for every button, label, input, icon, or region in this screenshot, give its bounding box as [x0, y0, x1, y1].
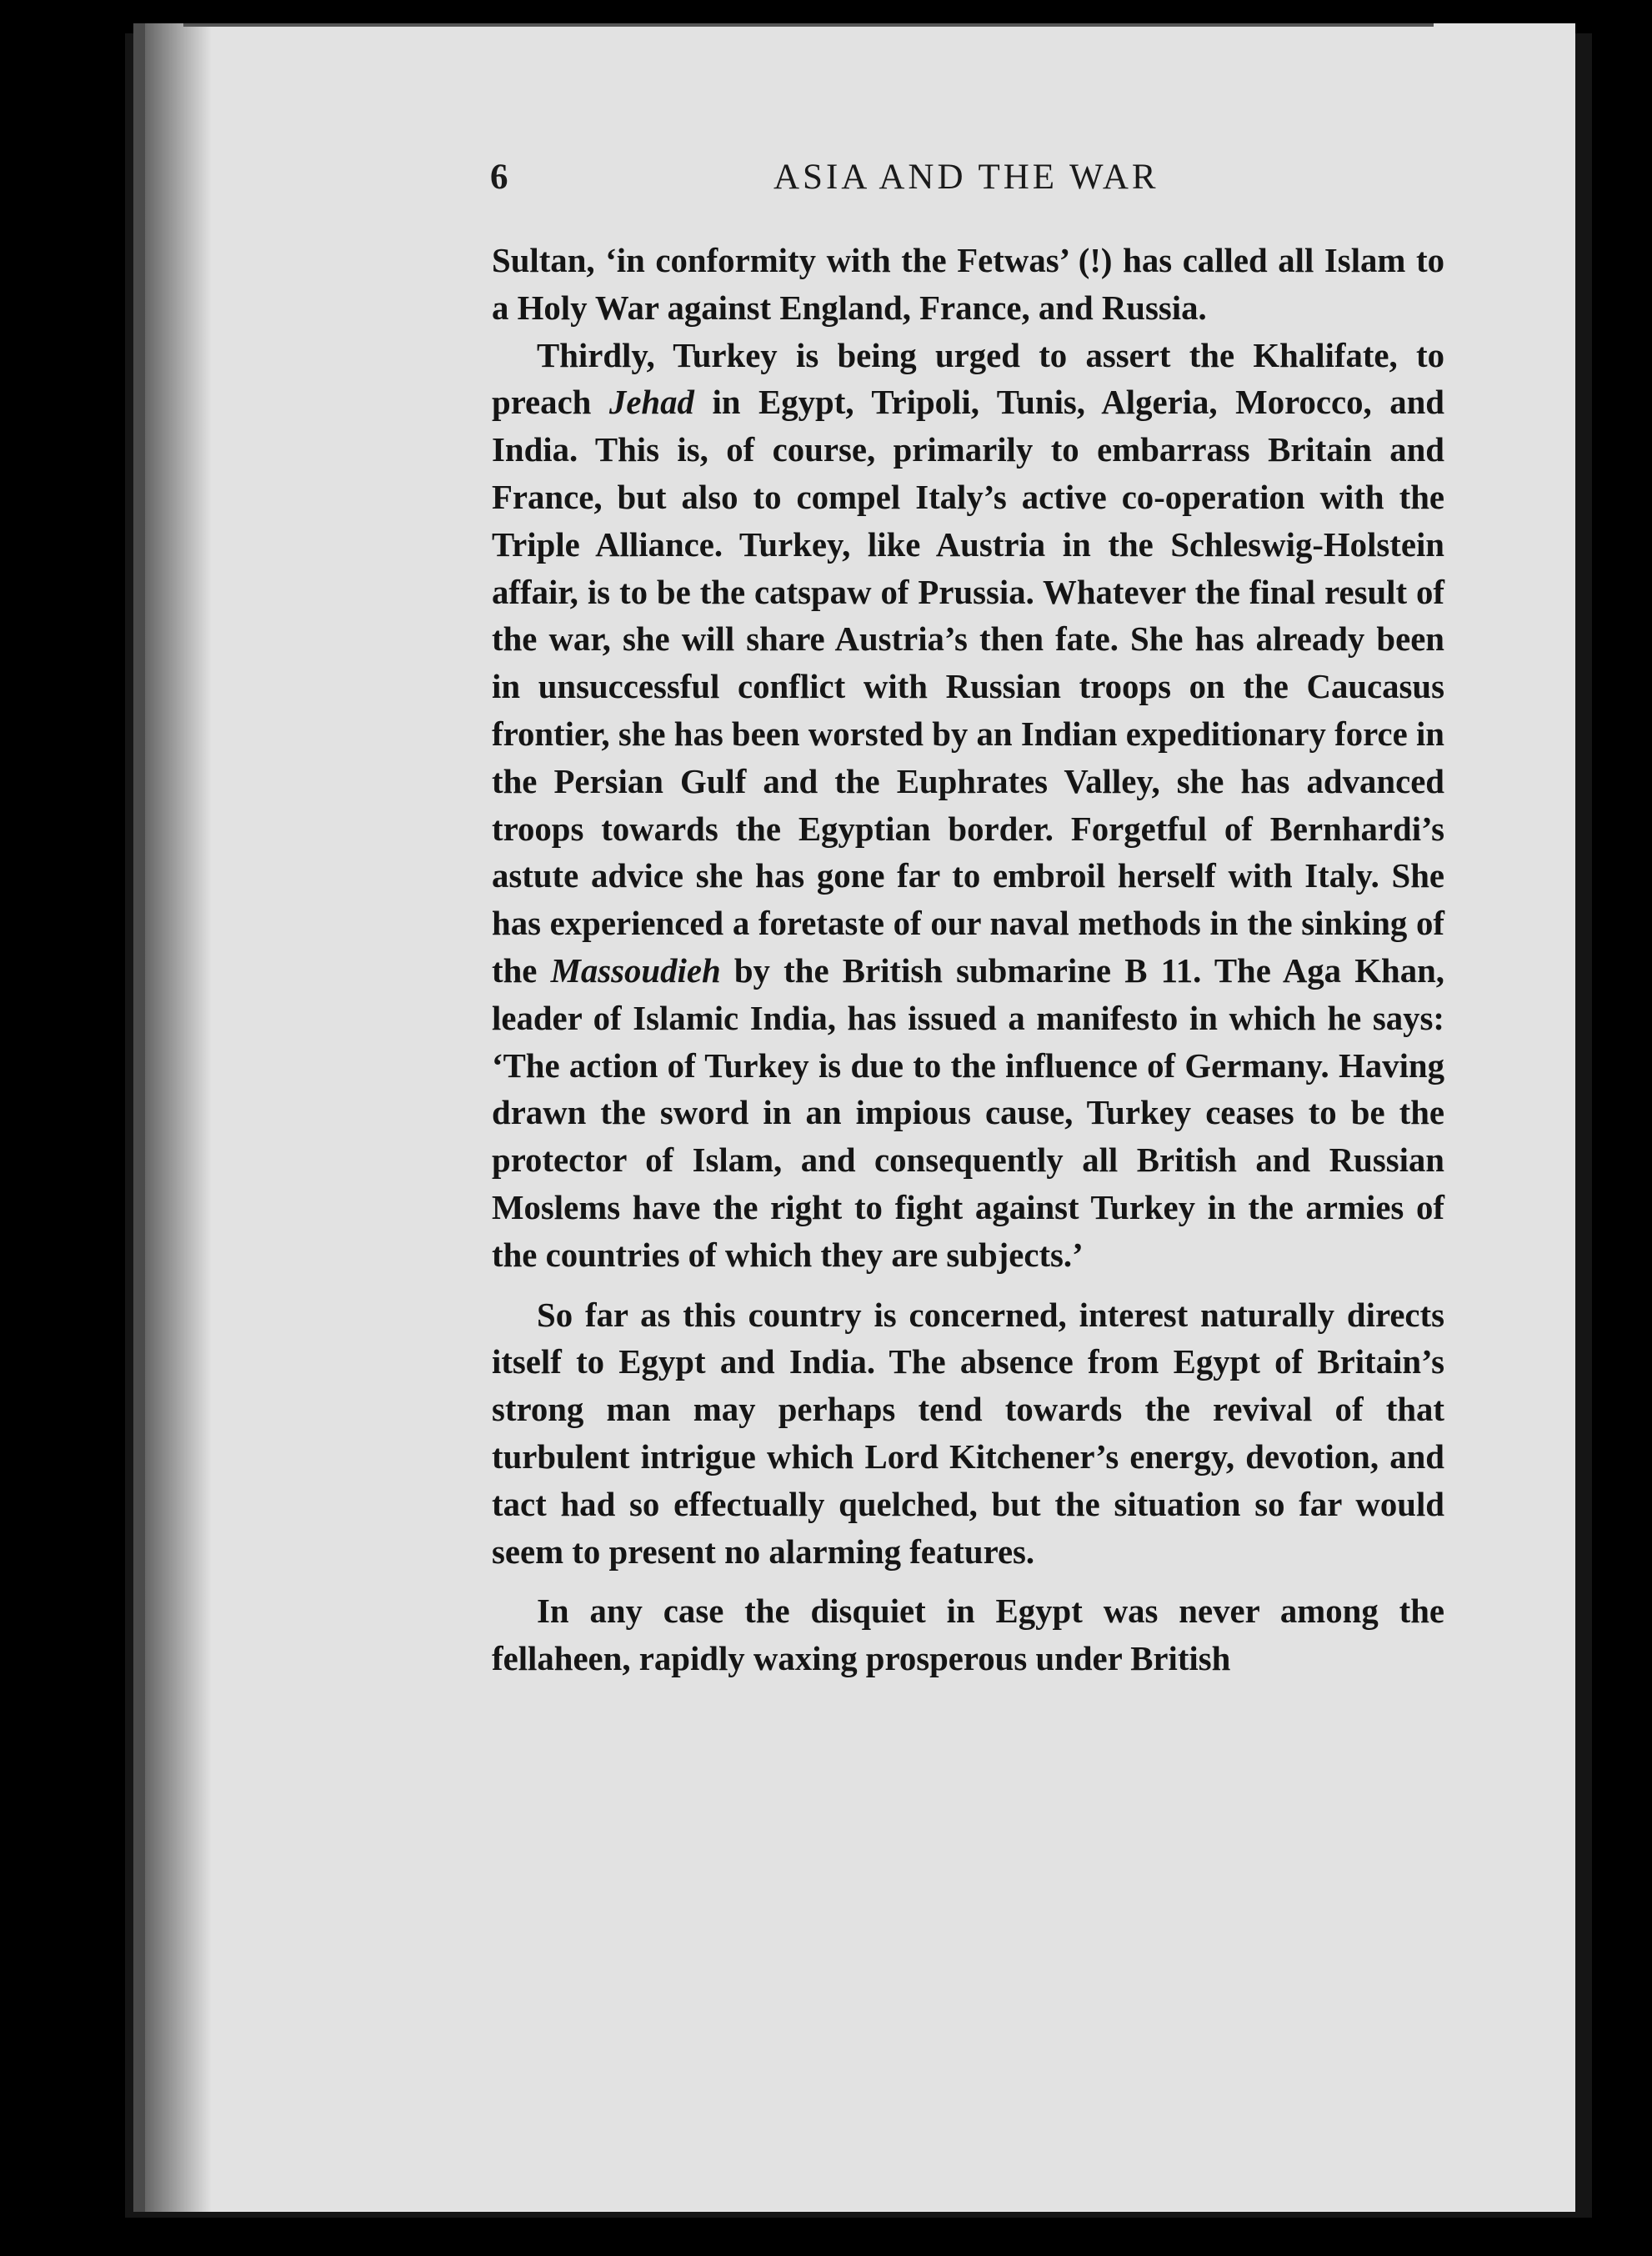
paragraph-continuation: Sultan, ‘in conformity with the Fetwas’ (!) has called all Islam to a Holy War against England, France, and Russia.	[492, 242, 1444, 327]
italic-term-jehad: Jehad	[608, 384, 694, 422]
paragraph-thirdly	[492, 333, 1444, 1280]
italic-ship-name: Massoudieh	[550, 951, 721, 990]
paragraph-spacer	[492, 1280, 1444, 1292]
paragraph-text: Thirdly, Turkey is being urged to assert the Khalifate, to preach	[492, 336, 1444, 422]
paragraph-spacer	[492, 1576, 1444, 1588]
paragraph-text: in Egypt, Tripoli, Tunis, Algeria, Morocco, and India. This is, of course, primarily to embarrass Britain and France, but also to compel Italy’s active co-operation with the Triple Alliance. Turkey, like Austria in the Schleswig-Holstein affair, is to be the catspaw of Prussia. Whatever the final result of the war, she will share Austria’s then fate. She has already been in unsuccessful conflict with Russian troops on the Caucasus frontier, she has been worsted by an Indian expeditionary force in the Persian Gulf and the Euphrates Valley, she has advanced troops towards the Egyptian border. Forgetful of Bernhardi’s astute advice she has gone far to embroil herself with Italy. She has experienced a foretaste of our naval methods in the sinking of the	[492, 384, 1445, 990]
page-top-edge	[183, 23, 1434, 27]
running-title: ASIA AND THE WAR	[773, 158, 1159, 197]
body-text	[492, 238, 1444, 1683]
page-number: 6	[490, 158, 508, 197]
running-head	[490, 157, 1467, 215]
paragraph-disquiet: In any case the disquiet in Egypt was never among the fellaheen, rapidly waxing prosperous under British	[492, 1592, 1444, 1678]
paragraph-text: by the British submarine B 11. The Aga Khan, leader of Islamic India, has issued a manifesto in which he says: ‘The action of Turkey is due to the influence of Germany. Having drawn the sword in an impious cause, Turkey ceases to be the protector of Islam, and consequently all British and Russian Moslems have the right to fight against Turkey in the armies of the countries of which they are subjects.’	[492, 951, 1444, 1274]
paragraph-egypt-india: So far as this country is concerned, interest naturally directs itself to Egypt and India. The absence from Egypt of Britain’s strong man may perhaps tend towards the revival of that turbulent intrigue which Lord Kitchener’s energy, devotion, and tact had so effectually quelched, but the situation so far would seem to present no alarming features.	[492, 1296, 1444, 1571]
